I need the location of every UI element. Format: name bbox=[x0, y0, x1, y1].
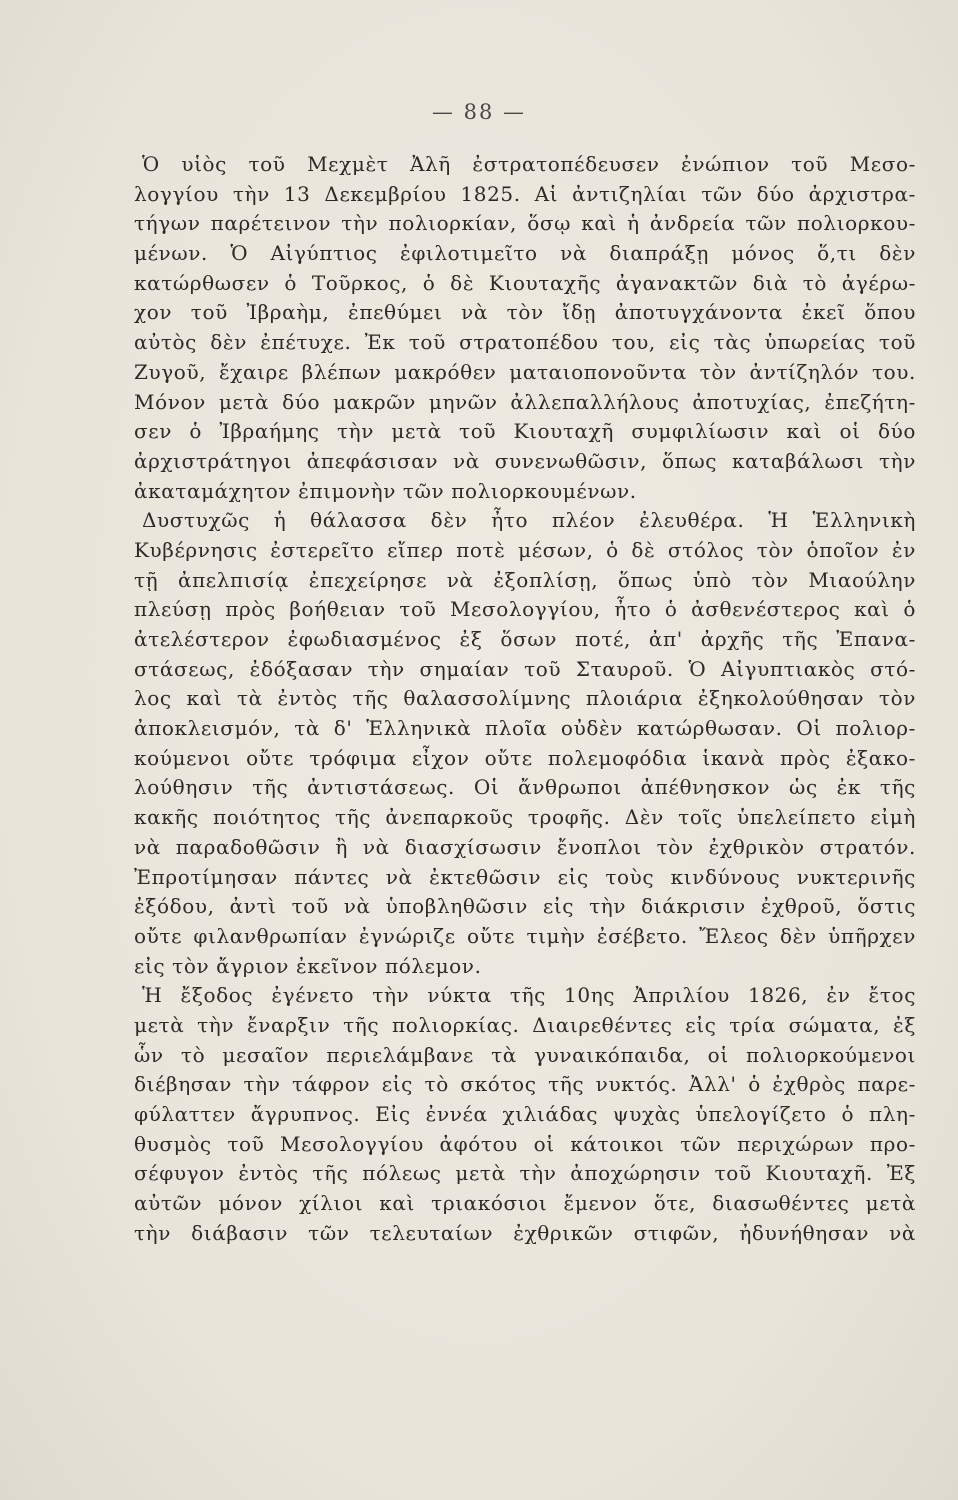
text-line: πλεύσῃ πρὸς βοήθειαν τοῦ Μεσολογγίου, ἦτο ὁ ἀσθενέστερος καὶ ὁ bbox=[134, 597, 916, 622]
text-line: μετὰ τὴν ἔναρξιν τῆς πολιορκίας. Διαιρεθέντες εἰς τρία σώματα, ἐξ bbox=[134, 1012, 916, 1037]
text-line: ἀποκλεισμόν, τὰ δ' Ἑλληνικὰ πλοῖα οὐδὲν κατώρθωσαν. Οἱ πολιορ- bbox=[134, 716, 916, 741]
text-line: Ἡ ἔξοδος ἐγένετο τὴν νύκτα τῆς 10ης Ἀπριλίου 1826, ἐν ἔτος bbox=[142, 983, 916, 1008]
text-line: τῇ ἀπελπισίᾳ ἐπεχείρησε νὰ ἐξοπλίσῃ, ὅπως ὑπὸ τὸν Μιαούλην bbox=[134, 567, 916, 592]
page-number: — 88 — bbox=[431, 100, 527, 124]
text-line: οὔτε φιλανθρωπίαν ἐγνώριζε οὔτε τιμὴν ἐσέβετο. Ἔλεος δὲν ὑπῆρχεν bbox=[134, 923, 916, 948]
text-line: μένων. Ὁ Αἰγύπτιος ἐφιλοτιμεῖτο νὰ διαπράξῃ μόνος ὅ,τι δὲν bbox=[134, 241, 916, 266]
text-line: τήγων παρέτεινον τὴν πολιορκίαν, ὅσῳ καὶ ἡ ἀνδρεία τῶν πολιορκου- bbox=[134, 211, 916, 236]
text-line: χον τοῦ Ἰβραὴμ, ἐπεθύμει νὰ τὸν ἴδῃ ἀποτυγχάνοντα ἐκεῖ ὅπου bbox=[134, 300, 916, 325]
text-line: Ζυγοῦ, ἔχαιρε βλέπων μακρόθεν ματαιοπονοῦντα τὸν ἀντίζηλόν του. bbox=[134, 359, 916, 384]
text-line: αὐτῶν μόνον χίλιοι καὶ τριακόσιοι ἔμενον ὅτε, διασωθέντες μετὰ bbox=[134, 1191, 916, 1216]
body-text bbox=[134, 150, 916, 1248]
text-line: Ὁ υἱὸς τοῦ Μεχμὲτ Ἀλῆ ἐστρατοπέδευσεν ἐνώπιον τοῦ Μεσο- bbox=[142, 152, 916, 176]
text-line: νὰ παραδοθῶσιν ἢ νὰ διασχίσωσιν ἔνοπλοι τὸν ἐχθρικὸν στρατόν. bbox=[134, 834, 916, 859]
text-line: κατώρθωσεν ὁ Τοῦρκος, ὁ δὲ Κιουταχῆς ἀγανακτῶν διὰ τὸ ἀγέρω- bbox=[134, 270, 916, 295]
text-line: Δυστυχῶς ἡ θάλασσα δὲν ἦτο πλέον ἐλευθέρα. Ἡ Ἑλληνικὴ bbox=[142, 508, 916, 533]
text-line: κούμενοι οὔτε τρόφιμα εἶχον οὔτε πολεμοφόδια ἱκανὰ πρὸς ἐξακο- bbox=[134, 745, 916, 770]
text-line: αὐτὸς δὲν ἐπέτυχε. Ἐκ τοῦ στρατοπέδου του, εἰς τὰς ὑπωρείας τοῦ bbox=[134, 330, 916, 355]
text-line: Μόνον μετὰ δύο μακρῶν μηνῶν ἀλλεπαλλήλους ἀποτυχίας, ἐπεζήτη- bbox=[134, 389, 916, 414]
text-line: Ἐπροτίμησαν πάντες νὰ ἐκτεθῶσιν εἰς τοὺς κινδύνους νυκτερινῆς bbox=[134, 864, 916, 889]
text-line: λογγίου τὴν 13 Δεκεμβρίου 1825. Αἱ ἀντιζηλίαι τῶν δύο ἀρχιστρα- bbox=[134, 181, 916, 206]
text-line: ἀρχιστράτηγοι ἀπεφάσισαν νὰ συνενωθῶσιν, ὅπως καταβάλωσι τὴν bbox=[134, 448, 916, 473]
text-line: εἰς τὸν ἄγριον ἐκεῖνον πόλεμον. bbox=[134, 953, 482, 978]
text-line: ἐξόδου, ἀντὶ τοῦ νὰ ὑποβληθῶσιν εἰς τὴν διάκρισιν ἐχθροῦ, ὅστις bbox=[134, 894, 916, 919]
text-line: λούθησιν τῆς ἀντιστάσεως. Οἱ ἄνθρωποι ἀπέθνησκον ὡς ἐκ τῆς bbox=[134, 775, 916, 800]
text-line: ἀκαταμάχητον ἐπιμονὴν τῶν πολιορκουμένων. bbox=[134, 478, 637, 503]
text-line: σεν ὁ Ἰβραήμης τὴν μετὰ τοῦ Κιουταχῆ συμφιλίωσιν καὶ οἱ δύο bbox=[134, 419, 916, 444]
text-line: φύλαττεν ἄγρυπνος. Εἰς ἐννέα χιλιάδας ψυχὰς ὑπελογίζετο ὁ πλη- bbox=[134, 1102, 916, 1126]
text-line: κακῆς ποιότητος τῆς ἀνεπαρκοῦς τροφῆς. Δὲν τοῖς ὑπελείπετο εἰμὴ bbox=[134, 805, 916, 830]
text-line: ὧν τὸ μεσαῖον περιελάμβανε τὰ γυναικόπαιδα, οἱ πολιορκούμενοι bbox=[134, 1042, 916, 1067]
text-line: στάσεως, ἐδόξασαν τὴν σημαίαν τοῦ Σταυροῦ. Ὁ Αἰγυπτιακὸς στό- bbox=[134, 656, 916, 681]
text-line: Κυβέρνησις ἐστερεῖτο εἴπερ ποτὲ μέσων, ὁ δὲ στόλος τὸν ὁποῖον ἐν bbox=[134, 537, 916, 562]
text-line: λος καὶ τὰ ἐντὸς τῆς θαλασσολίμνης πλοιάρια ἐξηκολούθησαν τὸν bbox=[134, 686, 916, 711]
text-line: διέβησαν τὴν τάφρον εἰς τὸ σκότος τῆς νυκτός. Ἀλλ' ὁ ἐχθρὸς παρε- bbox=[134, 1072, 916, 1097]
text-line: τὴν διάβασιν τῶν τελευταίων ἐχθρικῶν στιφῶν, ἠδυνήθησαν νὰ bbox=[134, 1220, 916, 1245]
text-line: ἀτελέστερον ἐφωδιασμένος ἐξ ὅσων ποτέ, ἀπ' ἀρχῆς τῆς Ἐπανα- bbox=[134, 627, 916, 651]
text-line: σέφυγον ἐντὸς τῆς πόλεως μετὰ τὴν ἀποχώρησιν τοῦ Κιουταχῆ. Ἐξ bbox=[134, 1161, 916, 1186]
text-line: θυσμὸς τοῦ Μεσολογγίου ἀφότου οἱ κάτοικοι τῶν περιχώρων προ- bbox=[134, 1131, 916, 1156]
